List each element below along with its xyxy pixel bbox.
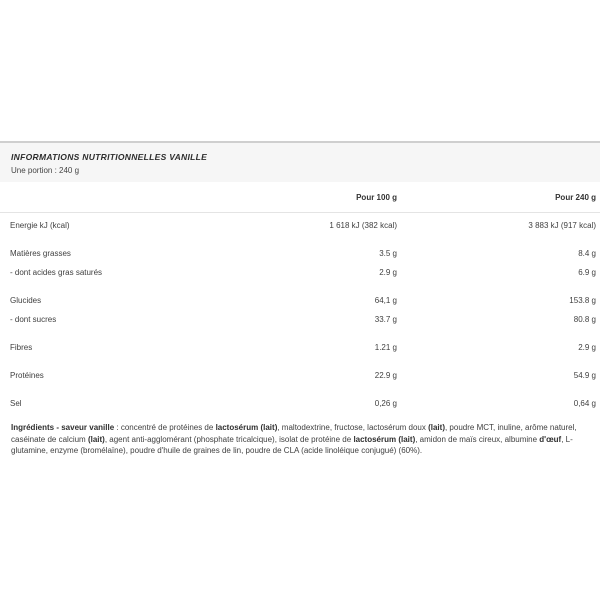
row-value-per-240g: 80.8 g xyxy=(573,315,596,324)
table-row xyxy=(0,248,600,259)
row-value-per-240g: 0,64 g xyxy=(573,399,596,408)
row-value-per-100g: 22.9 g xyxy=(374,371,397,380)
row-value-per-100g: 2.9 g xyxy=(379,268,397,277)
row-label: Sel xyxy=(10,399,22,408)
row-value-per-240g: 54.9 g xyxy=(573,371,596,380)
table-row xyxy=(0,370,600,381)
row-value-per-100g: 3.5 g xyxy=(379,249,397,258)
nutrition-panel xyxy=(0,141,600,457)
column-header-spacer xyxy=(10,192,190,203)
row-label: - dont sucres xyxy=(10,315,57,324)
nutrition-header xyxy=(0,143,600,182)
table-row xyxy=(0,342,600,353)
row-value-per-240g: 8.4 g xyxy=(578,249,596,258)
row-label: Glucides xyxy=(10,296,42,305)
table-header-row xyxy=(0,188,600,213)
portion-text: Une portion : 240 g xyxy=(11,166,80,175)
table-row xyxy=(0,314,600,325)
row-value-per-240g: 153.8 g xyxy=(569,296,596,305)
row-value-per-240g: 2.9 g xyxy=(578,343,596,352)
table-body xyxy=(0,220,600,409)
row-value-per-100g: 64,1 g xyxy=(374,296,397,305)
ingredients-paragraph: Ingrédients - saveur vanille : concentré de protéines de lactosérum (lait), maltodextrine, fructose, lactosérum doux (lait), poudre MCT, inuline, arôme naturel, caséinate de calcium (lait), agent anti-agglomérant (phosphate tricalcique), isolat de protéine de lactosérum (lait), amidon de maïs cireux, albumine d'œuf, L-glutamine, enzyme (bromélaïne), poudre d'huile de graines de lin, poudre de CLA (acide linoléique conjugué) (60%). xyxy=(11,423,577,455)
nutrition-title: INFORMATIONS NUTRITIONNELLES VANILLE xyxy=(11,152,208,162)
row-label: Energie kJ (kcal) xyxy=(10,221,70,230)
table-row xyxy=(0,220,600,231)
row-value-per-240g: 6.9 g xyxy=(578,268,596,277)
row-value-per-100g: 0,26 g xyxy=(374,399,397,408)
row-label: Fibres xyxy=(10,343,33,352)
row-label: Protéines xyxy=(10,371,44,380)
column-header-per-240g: Pour 240 g xyxy=(555,193,596,202)
table-row xyxy=(0,295,600,306)
row-value-per-100g: 33.7 g xyxy=(374,315,397,324)
row-label: Matières grasses xyxy=(10,249,71,258)
table-row xyxy=(0,398,600,409)
nutrition-table xyxy=(0,188,600,409)
row-value-per-100g: 1.21 g xyxy=(374,343,397,352)
column-header-per-100g: Pour 100 g xyxy=(356,193,397,202)
table-row xyxy=(0,267,600,278)
row-value-per-100g: 1 618 kJ (382 kcal) xyxy=(329,221,397,230)
row-value-per-240g: 3 883 kJ (917 kcal) xyxy=(528,221,596,230)
row-label: - dont acides gras saturés xyxy=(10,268,103,277)
